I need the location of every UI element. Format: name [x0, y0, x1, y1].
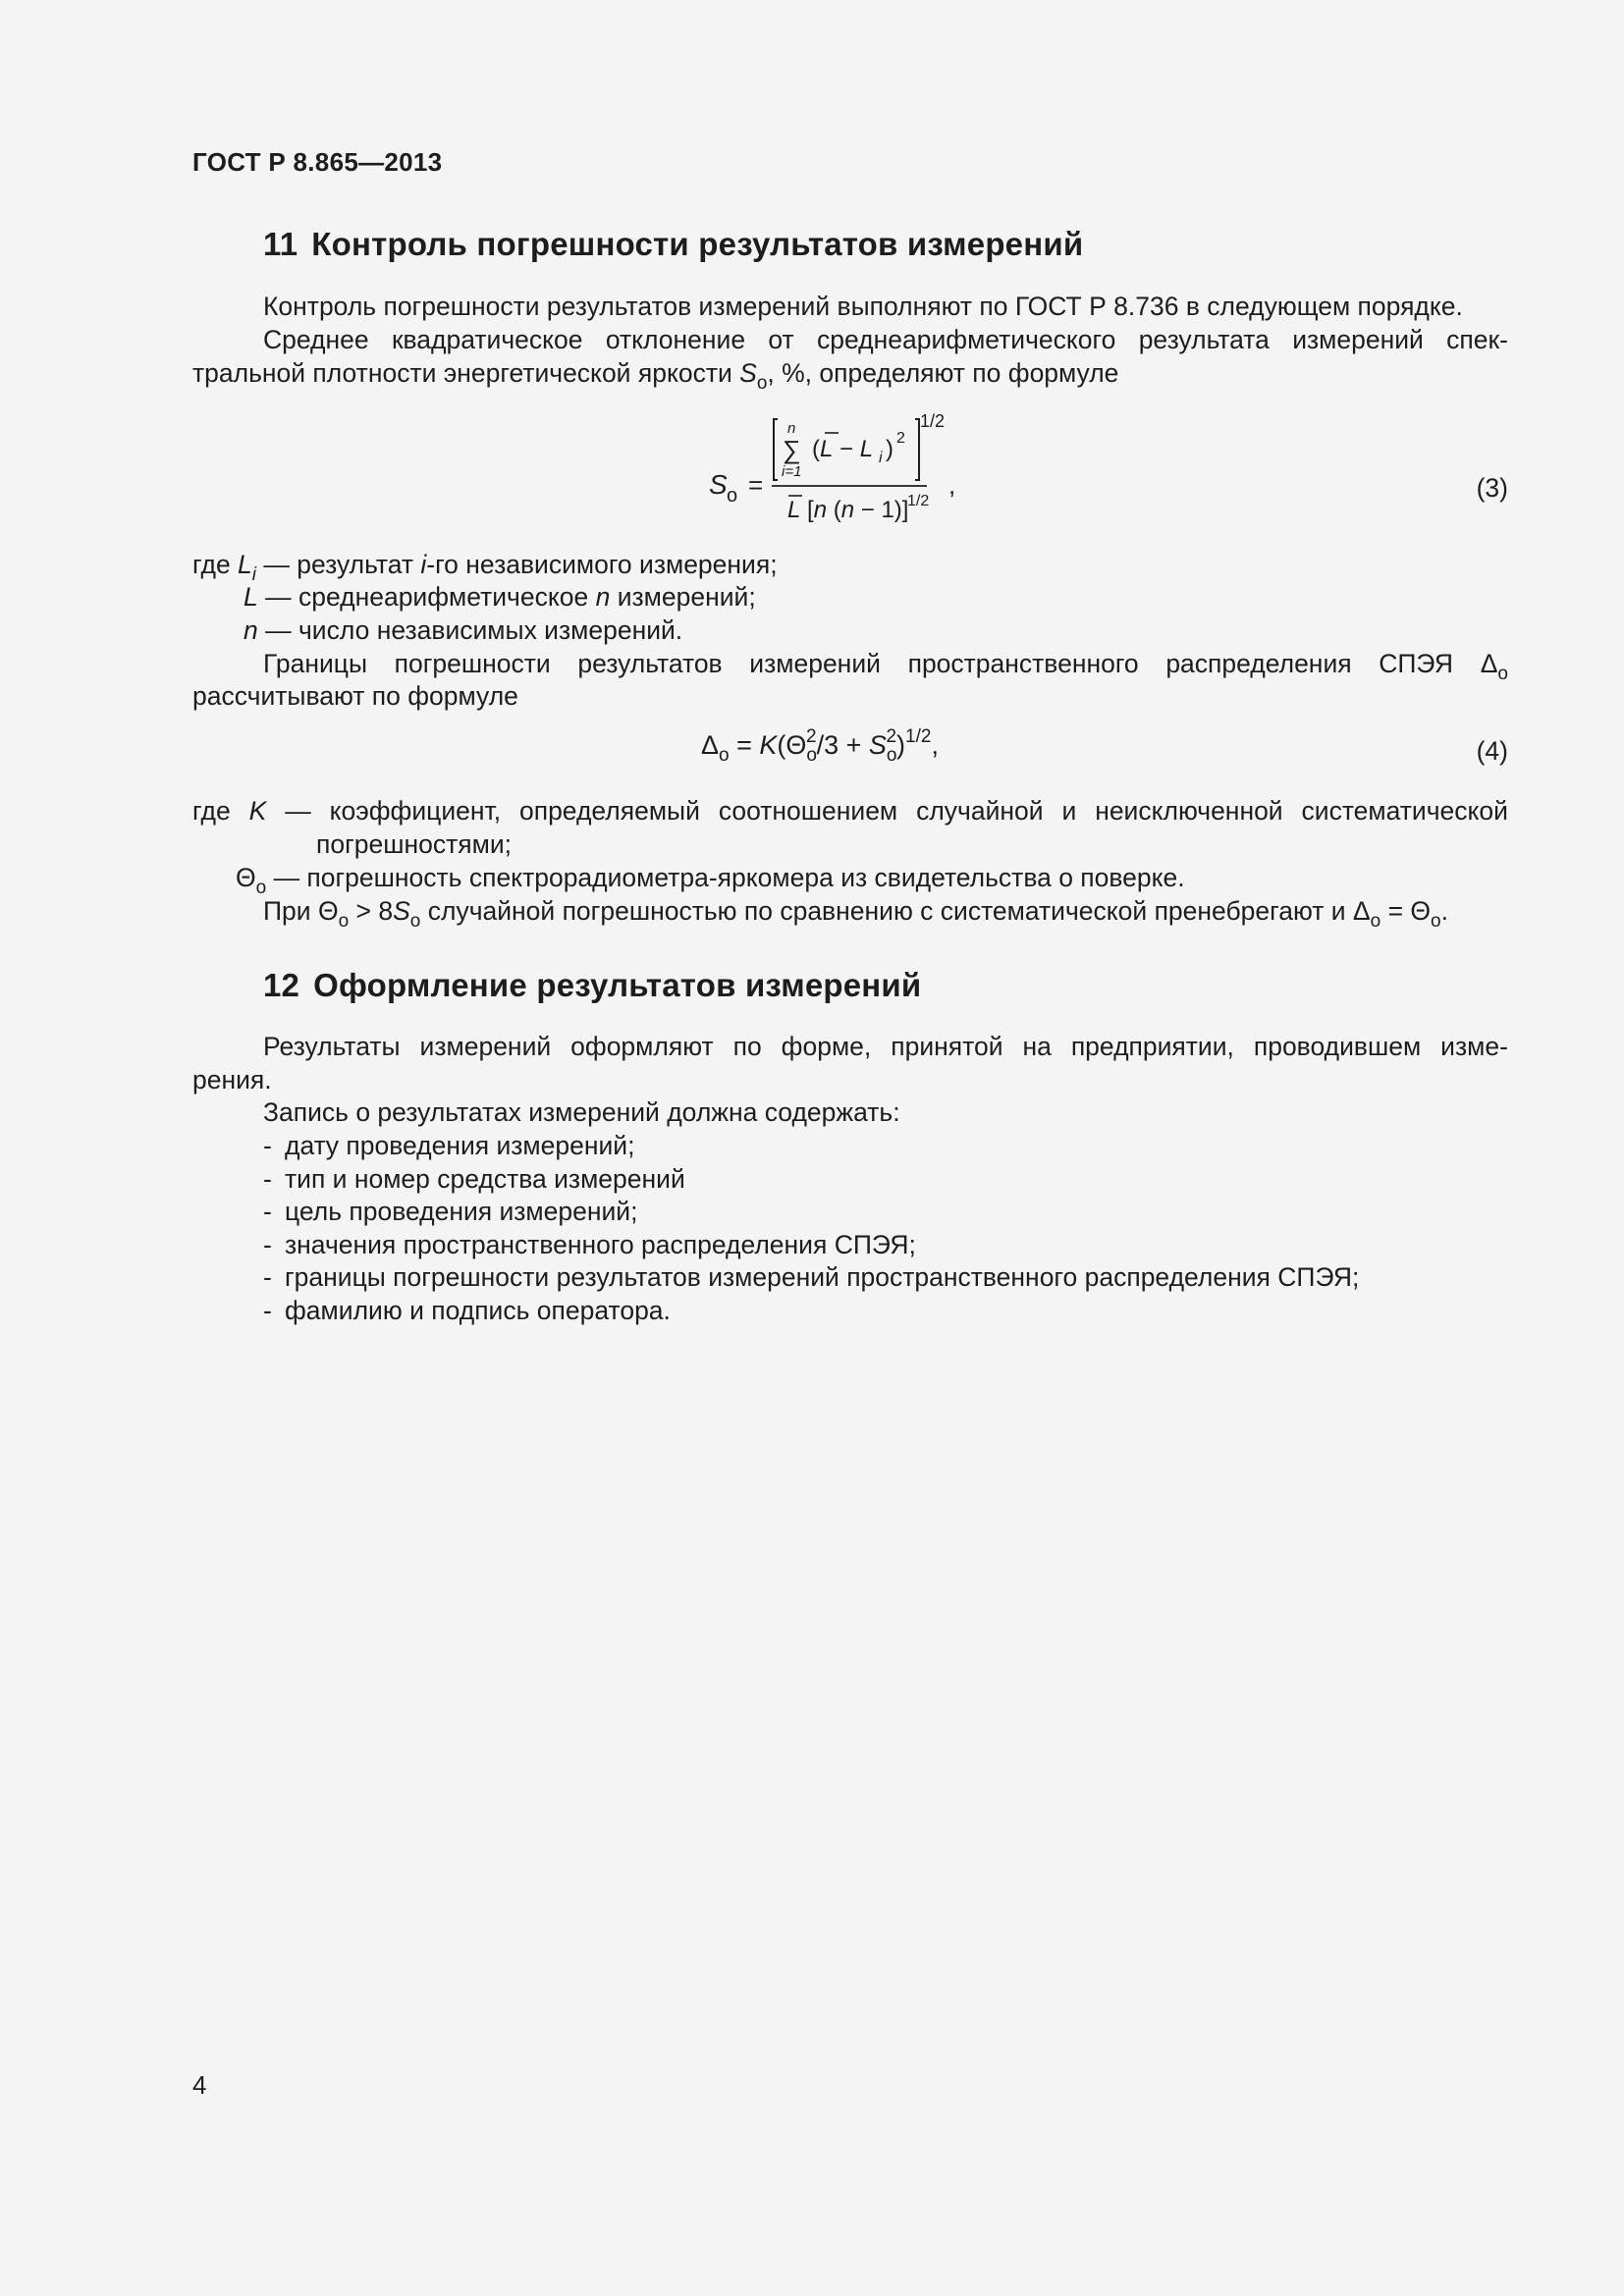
list-item-text: значения пространственного распределения СПЭЯ; [285, 1229, 916, 1259]
symbol: i [420, 550, 427, 579]
word: результата [1138, 325, 1270, 354]
formula-4 [701, 726, 939, 766]
word: погрешности [394, 649, 551, 678]
word: случайной [916, 796, 1044, 826]
paragraph-line: рения. [192, 1065, 272, 1095]
formula-4-render: $\Delta_o = K(\Theta_o^2/3 + S_o^2)^{1/2}$, [701, 726, 939, 766]
list-item [263, 1260, 1359, 1294]
definition-line: погрешностями; [316, 829, 512, 859]
text-run: — среднеарифметическое [257, 582, 596, 612]
paragraph-line [192, 356, 1119, 394]
word: пространственного [907, 649, 1139, 678]
word: Границы [263, 649, 367, 678]
text-run: -го независимого измерения; [426, 550, 778, 579]
text-run: > 8 [349, 896, 394, 926]
right-bracket [915, 419, 919, 480]
list-dash: - [263, 1296, 272, 1325]
sum-sign: ∑ [783, 435, 801, 464]
word: спек- [1446, 325, 1508, 354]
page-number: 4 [192, 2070, 207, 2100]
list-dash: - [263, 1229, 272, 1259]
symbol: n [595, 582, 611, 612]
text-run: измерений; [610, 582, 756, 612]
word: от [768, 325, 794, 354]
subscript: i [251, 564, 257, 585]
section-title: Оформление результатов измерений [313, 967, 922, 1003]
sum-lower: i=1 [782, 463, 802, 480]
word: — [285, 796, 311, 826]
paragraph-line: При $\Theta_o > 8S_o$ случайной погрешностью по сравнению с систематической пренебрегают и $\Delta_o = \Theta_o$. [263, 896, 1448, 932]
list-item-text: тип и номер средства измерений [285, 1163, 685, 1194]
word: форме, [781, 1032, 872, 1061]
delta-symbol: $\Delta_o$ [1480, 649, 1508, 684]
word: Среднее [263, 325, 369, 354]
word: проводившем [1253, 1032, 1422, 1061]
text-run: . [1440, 896, 1448, 926]
list-item [263, 1228, 916, 1261]
symbol: Θ [236, 863, 256, 892]
word: и [1061, 796, 1077, 826]
list-item-text: датy проведения измерений; [285, 1131, 635, 1160]
text-run: — погрешность спектрорадиометра-яркомера из свидетельства о поверке. [266, 863, 1185, 892]
equation-number: (3) [1476, 473, 1508, 503]
section-number: 12 [263, 967, 300, 1003]
paragraph-line [263, 323, 1508, 356]
word: квадратическое [391, 325, 583, 354]
section-11-heading [263, 226, 1083, 263]
list-dash: - [263, 1163, 272, 1194]
definition-line [192, 794, 1508, 828]
list-dash: - [263, 1131, 272, 1160]
list-item-text: цель проведения измерений; [285, 1197, 638, 1227]
list-dash: - [263, 1197, 272, 1227]
word: распределения [1165, 649, 1352, 678]
text-run: тральной плотности энергетической яркости [192, 358, 740, 388]
lhs-symbol: S [709, 469, 728, 500]
term: (L − L [812, 436, 874, 462]
left-bracket [774, 419, 778, 480]
word: где [192, 796, 231, 826]
paragraph-line: Запись о результатах измерений должна содержать: [263, 1097, 900, 1127]
lhs-subscript: o [727, 485, 738, 507]
section-number: 11 [263, 226, 298, 262]
word: СПЭЯ [1379, 649, 1454, 678]
symbol: n [244, 615, 258, 645]
definition-line: $\Theta_o$ — погрешность спектрорадиометра-яркомера из свидетельства о поверке. [236, 863, 1185, 898]
square: 2 [896, 430, 905, 447]
denominator: L [n (n − 1)] [787, 497, 909, 523]
word: результатов [577, 649, 723, 678]
paragraph-line [263, 1030, 1508, 1063]
section-12-heading [263, 967, 921, 1004]
formula-comma: , [948, 470, 956, 500]
term-close: ) [886, 436, 893, 462]
text-run: случайной погрешностью по сравнению с систематической пренебрегают и Δ [420, 896, 1371, 926]
word: предприятии, [1070, 1032, 1234, 1061]
text-run: При Θ [263, 896, 339, 926]
word: K [248, 796, 267, 826]
word: соотношением [718, 796, 898, 826]
sum-upper: n [787, 420, 796, 437]
outer-power: 1/2 [920, 411, 946, 431]
list-dash: - [263, 1262, 272, 1293]
word: Результаты [263, 1032, 401, 1061]
symbol: L [244, 582, 258, 612]
list-item-text: границы погрешности результатов измерений пространственного распределения СПЭЯ; [285, 1262, 1360, 1293]
subscript: o [756, 373, 768, 394]
word: систематической [1301, 796, 1508, 826]
denominator-power: 1/2 [907, 493, 930, 509]
word: коэффициент, [329, 796, 502, 826]
list-item [263, 1162, 685, 1196]
list-item [263, 1195, 637, 1228]
paragraph-line [263, 647, 1508, 684]
list-item-text: фамилию и подпись оператора. [285, 1296, 671, 1325]
text-run: где [192, 550, 239, 579]
definition-line [244, 614, 682, 647]
text-run: — результат [256, 550, 421, 579]
word: принятой [891, 1032, 1003, 1061]
symbol: S [739, 358, 757, 388]
paragraph-line: рассчитывают по формуле [192, 681, 518, 711]
word: измерений [419, 1032, 552, 1061]
word: отклонение [605, 325, 746, 354]
word: измерений [749, 649, 881, 678]
equals-sign: = [748, 470, 764, 500]
text-run: = Θ [1380, 896, 1432, 926]
word: оформляют [570, 1032, 714, 1061]
word: на [1022, 1032, 1052, 1061]
word: среднеарифметического [817, 325, 1116, 354]
section-title: Контроль погрешности результатов измерений [311, 226, 1084, 262]
word: неисключенной [1095, 796, 1283, 826]
list-item [263, 1294, 671, 1327]
word: по [732, 1032, 762, 1061]
definition-line [244, 580, 756, 614]
list-item [263, 1129, 634, 1162]
text-run: — число независимых измерений. [257, 615, 683, 645]
word: измерений [1292, 325, 1424, 354]
text-run: , %, определяют по формуле [767, 358, 1119, 388]
equation-number: (4) [1476, 736, 1508, 766]
symbol: L [238, 550, 252, 579]
document-code: ГОСТ Р 8.865—2013 [192, 147, 443, 177]
term-subscript: i [879, 450, 883, 466]
paragraph: Контроль погрешности результатов измерений выполняют по ГОСТ Р 8.736 в следующем порядке. [263, 292, 1463, 321]
word: определяемый [518, 796, 700, 826]
word: изме- [1440, 1032, 1508, 1061]
formula-3 [697, 407, 992, 535]
definition-line [192, 548, 778, 585]
